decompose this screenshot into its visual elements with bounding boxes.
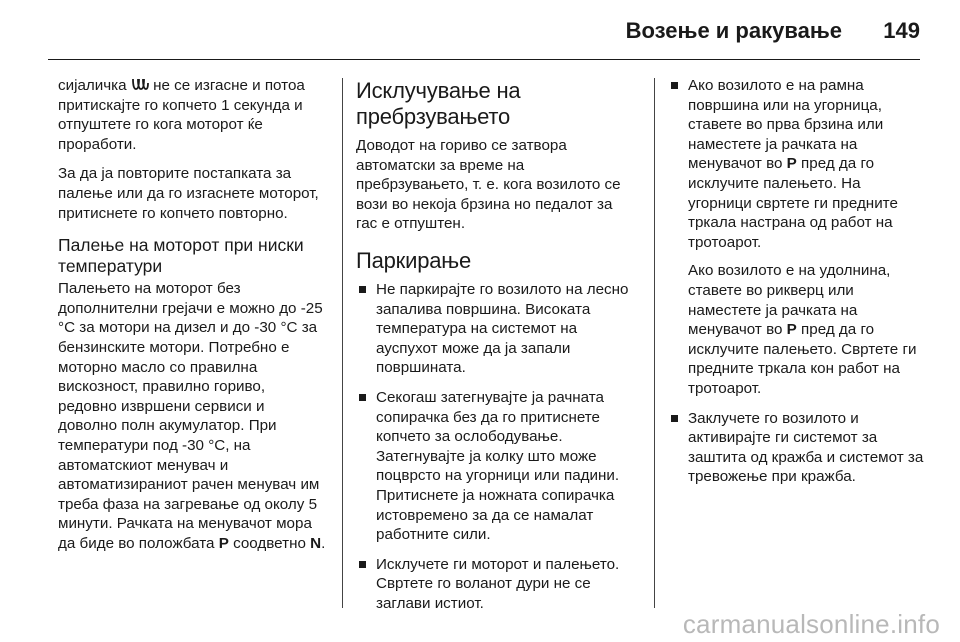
heading-cold-start: Палење на моторот при ниски температури — [58, 235, 304, 277]
parking-list — [356, 280, 630, 614]
parking-list-continued — [668, 76, 926, 487]
list-item: Не паркирајте го возилото на лесно запалива површина. Високата температура на системот на ауспухот може да ја запали површината. — [356, 280, 630, 378]
column-3 — [668, 76, 926, 497]
paragraph-glow-plug: сијаличка не се изгасне и потоа притискајте го копчето 1 секунда и отпуштете го кога моторот ќе проработи. — [58, 77, 305, 153]
column-divider-1 — [342, 78, 343, 608]
gear-n: N — [310, 534, 322, 552]
paragraph-repeat: За да ја повторите постапката за палење или да го изгаснете моторот, притиснете го копчето повторно. — [58, 165, 319, 222]
header-rule — [48, 59, 920, 60]
list-item: Заклучете го возилото и активирајте ги системот за заштита од кражба и системот за тревожење при кражба. — [668, 409, 926, 487]
page-number: 149 — [883, 18, 920, 43]
list-item: Ако возилото е на рамна површина или на угорница, ставете во прва брзина или наместете ја рачката на менувачот во P пред да го исклучите палењето. На угорници свртете ги предните тркала настрана од работ на тротоарот. Ако возилото е на удолнина, ставете во рикверц или наместете ја рачката на менувачот во P пред да го исклучите палењето. Свртете ги предните тркала кон работ на тротоарот. — [668, 76, 926, 399]
list-item: Исклучете ги моторот и палењето. Свртете го воланот дури не се заглави истиот. — [356, 555, 630, 614]
list-item: Секогаш затегнувајте ја рачната сопирачка без да го притиснете копчето за ослободување. Затегнувајте ја колку што може поцврсто на угорници или падини. Притиснете ја ножната сопирачка истовремено за да се намалат работните сили. — [356, 388, 630, 545]
column-1 — [58, 76, 326, 563]
paragraph-cold-start: Палењето на моторот без дополнителни грејачи е можно до -25 °C за мотори на дизел и до -30 °C за бензинските мотори. Потребно е моторно масло со правилна вискозност, правилно гориво, редовно извршени сервиси и доволно полн акумулатор. При температури под -30 °C, на автоматскиот менувач и автоматизираниот рачен менувач им треба фаза на загревање од околу 5 минути. Рачката на менувачот мора да биде во положбата P соодветно N. — [58, 280, 326, 552]
page-title: Возење и ракување — [625, 18, 842, 43]
glow-plug-icon — [131, 77, 149, 91]
watermark: carmanualsonline.info — [682, 609, 940, 639]
gear-p: P — [218, 534, 229, 552]
heading-overrun-cutoff: Исклучување на пребрзувањето — [356, 78, 521, 129]
heading-parking: Паркирање — [356, 247, 471, 273]
column-2 — [356, 76, 630, 623]
page-header — [0, 0, 960, 60]
paragraph-overrun-cutoff: Доводот на гориво се затвора автоматски за време на пребрзувањето, т. е. кога возилото се вози во некоја брзина но педалот за гас е отпуштен. — [356, 137, 621, 233]
column-divider-2 — [654, 78, 655, 608]
